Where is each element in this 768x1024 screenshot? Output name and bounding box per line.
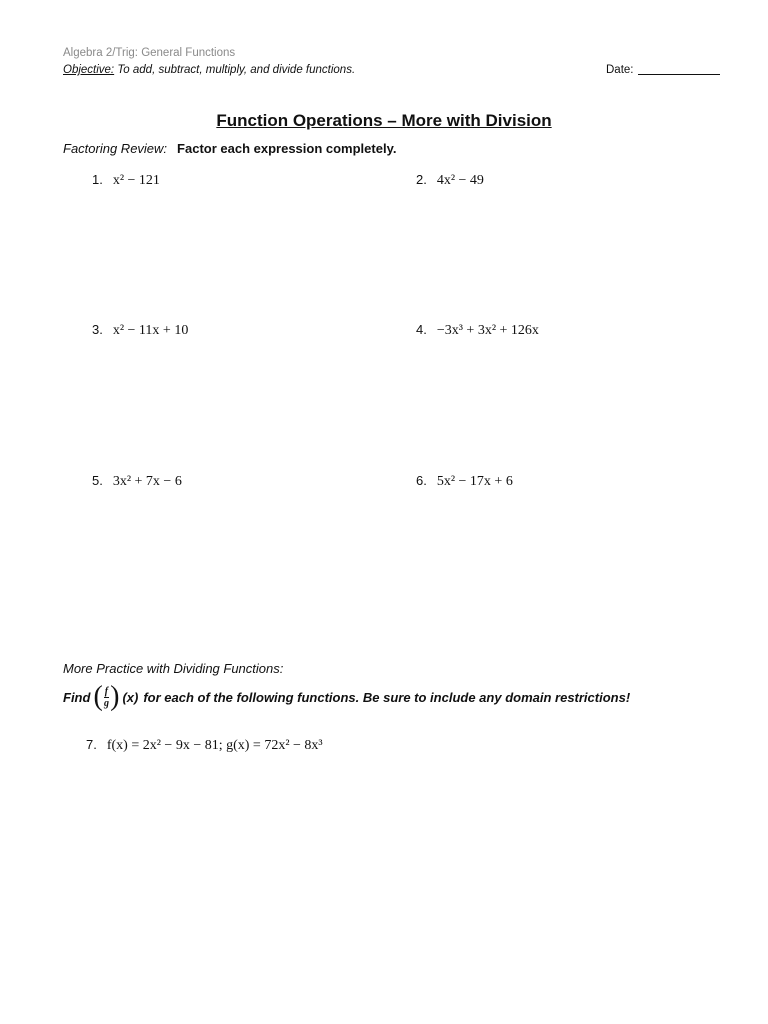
course-title: Algebra 2/Trig: General Functions: [63, 47, 236, 59]
problem-number: 1.: [92, 172, 103, 187]
f-over-g-fraction: [93, 683, 119, 711]
fraction-numerator: f: [104, 685, 109, 697]
problem-5: [92, 473, 182, 490]
problem-number: 2.: [416, 172, 427, 187]
find-word: Find: [63, 689, 91, 705]
left-paren: (: [93, 681, 103, 712]
problem-7: [86, 737, 323, 754]
page-title: Function Operations – More with Division: [216, 111, 552, 130]
problem-6: [416, 473, 513, 490]
objective-text: To add, subtract, multiply, and divide functions.: [114, 64, 356, 76]
fraction: [104, 686, 109, 709]
dividing-instruction: [63, 683, 630, 711]
problem-number: 6.: [416, 473, 427, 488]
dividing-heading: More Practice with Dividing Functions:: [63, 661, 284, 676]
problem-expression: x² − 121: [112, 173, 160, 188]
problem-3: [92, 322, 188, 339]
factoring-review-label: Factoring Review:: [63, 141, 168, 156]
problem-4: [416, 322, 539, 339]
factoring-review: [63, 141, 396, 156]
problem-number: 4.: [416, 322, 427, 337]
date-field: [606, 64, 720, 76]
problem-expression: −3x³ + 3x² + 126x: [436, 323, 539, 338]
problem-1: [92, 172, 160, 189]
problem-number: 5.: [92, 473, 103, 488]
date-label: Date:: [606, 64, 634, 76]
problem-number: 7.: [86, 737, 97, 752]
problem-expression: f(x) = 2x² − 9x − 81; g(x) = 72x² − 8x³: [106, 738, 323, 753]
x-argument: (x): [122, 689, 139, 705]
objective-label: Objective:: [63, 64, 115, 76]
date-blank-line: [638, 74, 720, 75]
right-paren: ): [110, 681, 120, 712]
objective: [63, 64, 355, 76]
problem-expression: 5x² − 17x + 6: [436, 474, 513, 489]
problem-number: 3.: [92, 322, 103, 337]
fraction-denominator: g: [103, 697, 109, 709]
dividing-instruction-text: for each of the following functions. Be sure to include any domain restrictions!: [143, 689, 631, 705]
problem-expression: x² − 11x + 10: [112, 323, 189, 338]
page-title-wrap: [0, 111, 768, 131]
problem-2: [416, 172, 484, 189]
factoring-review-instruction: Factor each expression completely.: [177, 141, 397, 156]
problem-expression: 4x² − 49: [436, 173, 484, 188]
problem-expression: 3x² + 7x − 6: [112, 474, 182, 489]
